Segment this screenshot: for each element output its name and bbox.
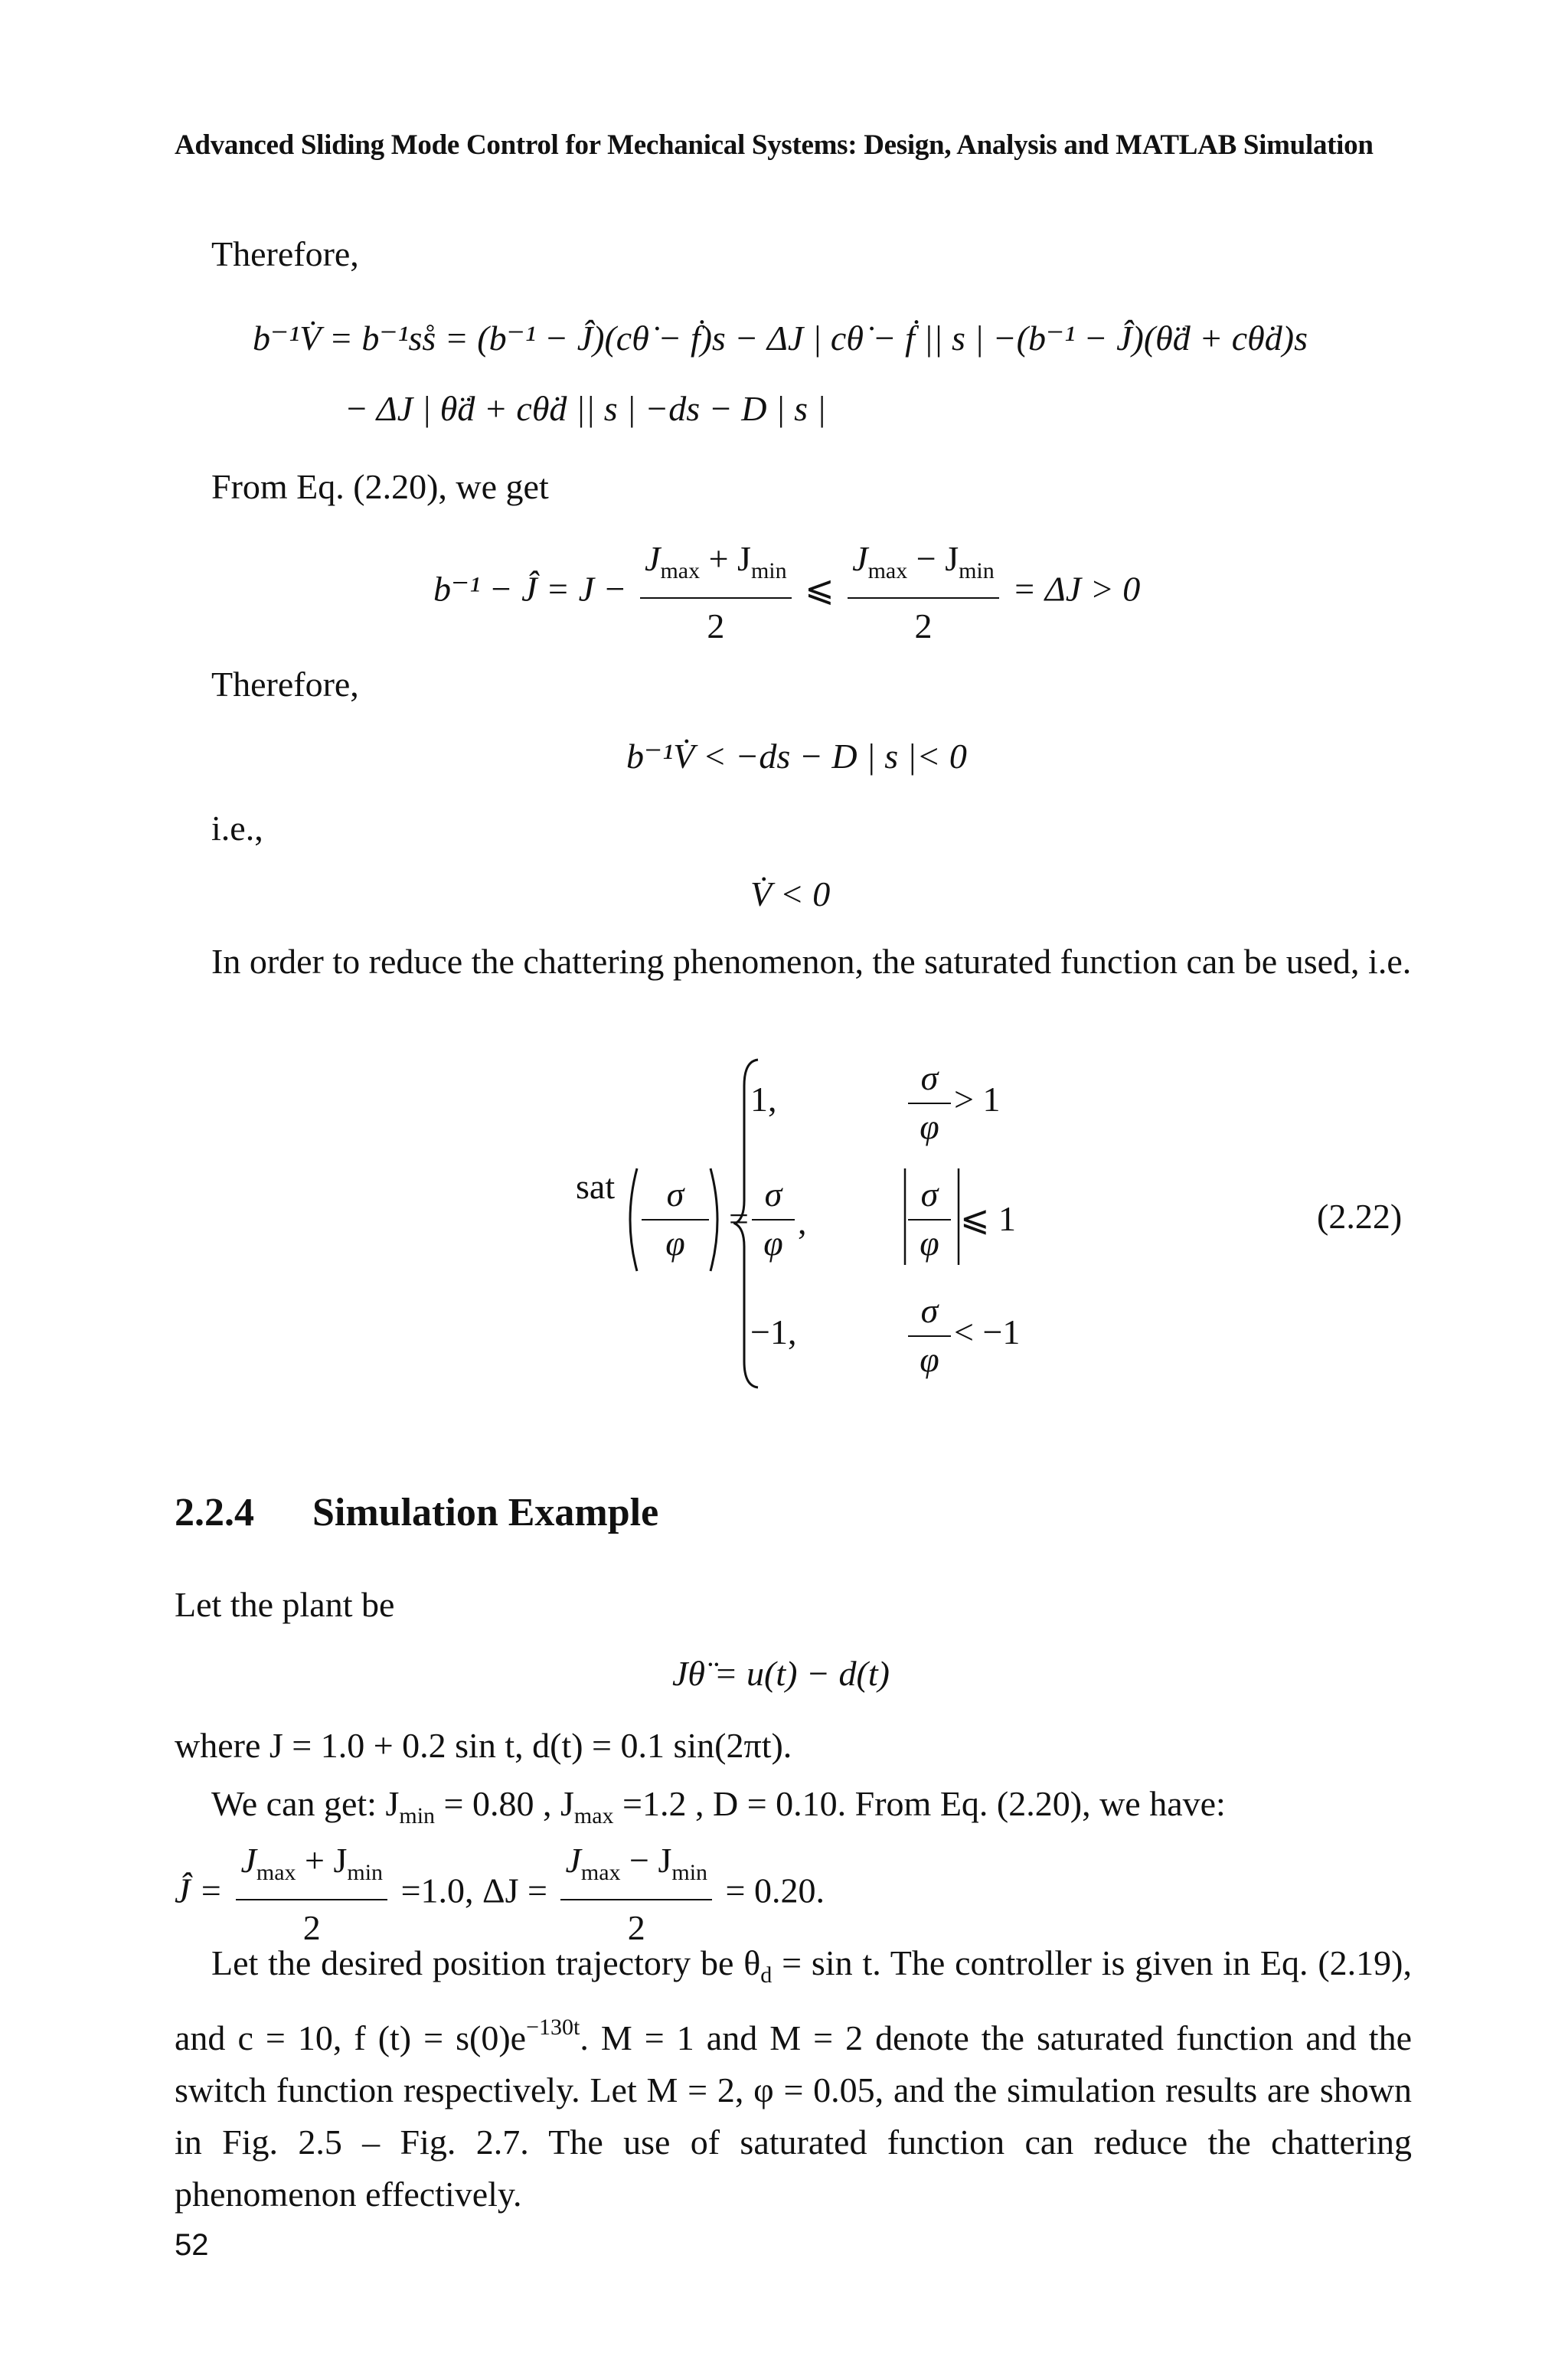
equation-vdot-line1: b⁻¹V̇ = b⁻¹ss̊ = (b⁻¹ − Ĵ)(cθ̇ − ḟ)s − ΔJ | cθ̇ − ḟ || s | −(b⁻¹ − Ĵ)(θ̈d + cθ̇d)s (253, 319, 1308, 358)
case3-fraction: σ φ (908, 1288, 951, 1383)
sat-label: sat (576, 1167, 616, 1206)
section-number: 2.2.4 (175, 1491, 254, 1534)
text-where-line: where J = 1.0 + 0.2 sin t, d(t) = 0.1 sin(2πt). (175, 1726, 792, 1765)
equation-plant: Jθ̈ = u(t) − d(t) (672, 1654, 890, 1693)
text-ie: i.e., (211, 809, 263, 848)
page-number: 52 (175, 2228, 209, 2262)
fraction-jhat: $\frac{J_{max} + J_{min}}{2}$ (236, 1838, 387, 1951)
sat-arg-fraction: σ φ (642, 1172, 709, 1266)
ineq-leq-symbol: ⩽ (805, 569, 835, 609)
text-we-can-get: We can get: $J_{min} = 0.80$ , $J_{max} =1.2$ , D = 0.10. From Eq. (2.20), we have: (211, 1784, 1226, 1828)
paragraph-chattering: In order to reduce the chattering phenomenon, the saturated function can be used, i.e. (211, 942, 1412, 981)
ineq-lhs: b⁻¹ − Ĵ = J − (433, 569, 627, 609)
text-from-eq: From Eq. (2.20), we get (211, 467, 549, 506)
paragraph-desired-trajectory: Let the desired position trajectory be $\theta_d = \sin t$. The controller is given in Eq. (2.19), and c = 10, f $(t) = s(0)e^{-130t}$. M = 1 and M = 2 denote the saturated function and the switch function respectively. Let M = 2, φ = 0.05, and the simulation results are shown in Fig. 2.5 – Fig. 2.7. The use of saturated function can reduce the chattering phenomenon effectively. (175, 1943, 1413, 2214)
deltaj-result: = 0.20. (725, 1871, 825, 1910)
fraction-jmax-plus-jmin: $\frac{J_{max} + J_{min}}{2}$ (640, 536, 792, 649)
jhat-result: =1.0, ΔJ = (400, 1871, 547, 1910)
case3-value: −1, (750, 1312, 797, 1351)
equation-number: (2.22) (1317, 1197, 1403, 1236)
case1-fraction: σ φ (908, 1055, 951, 1150)
equation-vdot-lt-zero: V̇ < 0 (750, 874, 831, 913)
jhat-lhs: Ĵ = (175, 1871, 223, 1910)
case2-condition: ⩽ 1 (960, 1199, 1017, 1238)
fraction-jmax-minus-jmin: $\frac{J_{max} - J_{min}}{2}$ (848, 536, 999, 649)
text-therefore-2: Therefore, (211, 665, 359, 704)
fraction-deltaj: $\frac{J_{max} - J_{min}}{2}$ (560, 1838, 712, 1951)
text-let-plant: Let the plant be (175, 1585, 395, 1624)
case2-value-fraction: σ φ (752, 1172, 795, 1266)
case3-condition: < −1 (954, 1312, 1021, 1351)
text-therefore-1: Therefore, (211, 234, 359, 273)
equation-vdot-line2: − ΔJ | θ̈d + cθ̇d || s | −ds − D | s | (345, 389, 827, 428)
case1-value: 1, (750, 1080, 777, 1119)
running-header: Advanced Sliding Mode Control for Mechanical Systems: Design, Analysis and MATLAB Simulation (175, 129, 1374, 161)
sat-equals: = (729, 1199, 749, 1238)
case2-comma: , (798, 1202, 807, 1241)
section-heading (175, 1490, 658, 1535)
case1-condition: > 1 (954, 1080, 1001, 1119)
equation-sat-lhs (576, 1164, 615, 1210)
ineq-rhs: = ΔJ > 0 (1012, 569, 1141, 609)
section-title: Simulation Example (312, 1491, 659, 1534)
equation-vdot-negative: b⁻¹V̇ < −ds − D | s |< 0 (626, 737, 967, 776)
equation-jhat-deltaj (175, 1838, 825, 1951)
case2-condition-fraction: σ φ (908, 1172, 951, 1266)
equation-inequality (433, 536, 1140, 649)
